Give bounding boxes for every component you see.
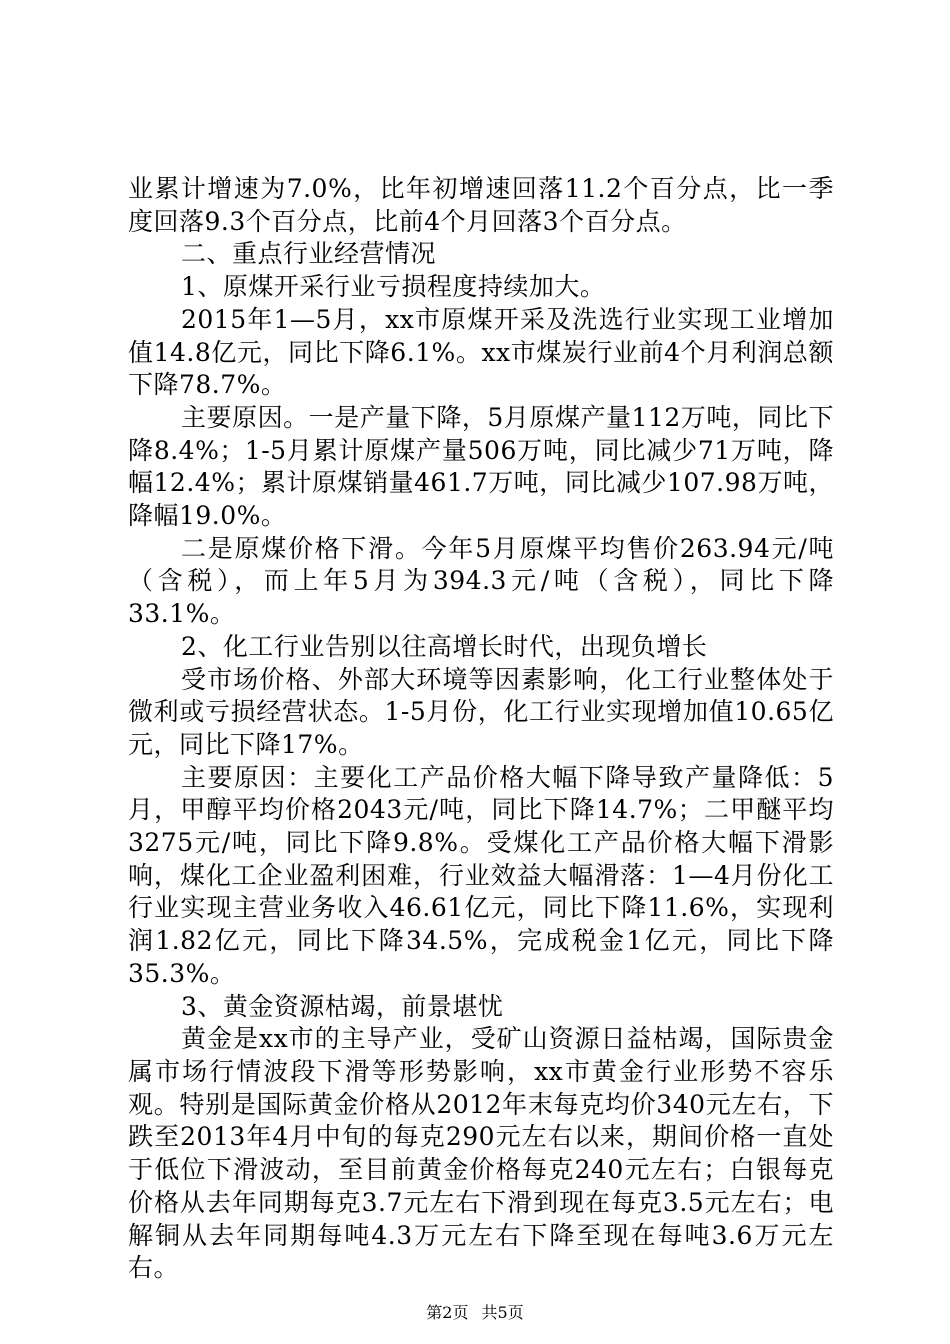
paragraph-gold: 黄金是xx市的主导产业，受矿山资源日益枯竭，国际贵金属市场行情波段下滑等形势影响，xx市黄金行业形势不容乐观。特别是国际黄金价格从2012年末每克均价340元左右，下跌至2013年4月中旬的每克290元左右以来，期间价格一直处于低位下滑波动，至目前黄金价格每克240元左右；白银每克价格从去年同期每克3.7元左右下滑到现在每克3.5元左右；电解铜从去年同期每吨4.3万元左右下降至现在每吨3.6万元左右。 <box>128 1024 834 1283</box>
paragraph-chemical-reasons: 主要原因：主要化工产品价格大幅下降导致产量降低：5月，甲醇平均价格2043元/吨，同比下降14.7%；二甲醚平均3275元/吨，同比下降9.8%。受煤化工产品价格大幅下滑影响，煤化工企业盈利困难，行业效益大幅滑落：1—4月份化工行业实现主营业务收入46.61亿元，同比下降11.6%，实现利润1.82亿元，同比下降34.5%，完成税金1亿元，同比下降35.3%。 <box>128 762 834 988</box>
paragraph-coal-output: 2015年1—5月，xx市原煤开采及洗选行业实现工业增加值14.8亿元，同比下降6.1%。xx市煤炭行业前4个月利润总额下降78.7%。 <box>128 304 834 400</box>
page-number: 第2页 <box>426 1303 469 1322</box>
subsection-heading-gold: 3、黄金资源枯竭，前景堪忧 <box>181 991 504 1021</box>
paragraph-coal-price: 二是原煤价格下滑。今年5月原煤平均售价263.94元/吨（含税），而上年5月为394.3元/吨（含税），同比下降33.1%。 <box>128 533 834 629</box>
document-body <box>128 173 834 1285</box>
paragraph-continuation: 业累计增速为7.0%，比年初增速回落11.2个百分点，比一季度回落9.3个百分点，比前4个月回落3个百分点。 <box>128 174 834 236</box>
subsection-heading-coal: 1、原煤开采行业亏损程度持续加大。 <box>181 272 606 302</box>
page-total: 共5页 <box>481 1303 524 1322</box>
page-footer <box>0 1300 950 1323</box>
paragraph-coal-reasons: 主要原因。一是产量下降，5月原煤产量112万吨，同比下降8.4%；1-5月累计原煤产量506万吨，同比减少71万吨，降幅12.4%；累计原煤销量461.7万吨，同比减少107.98万吨，降幅19.0%。 <box>128 402 834 531</box>
section-heading: 二、重点行业经营情况 <box>181 239 437 269</box>
subsection-heading-chemical: 2、化工行业告别以往高增长时代，出现负增长 <box>181 631 708 661</box>
paragraph-chemical-overview: 受市场价格、外部大环境等因素影响，化工行业整体处于微利或亏损经营状态。1-5月份，化工行业实现增加值10.65亿元，同比下降17%。 <box>128 664 834 759</box>
